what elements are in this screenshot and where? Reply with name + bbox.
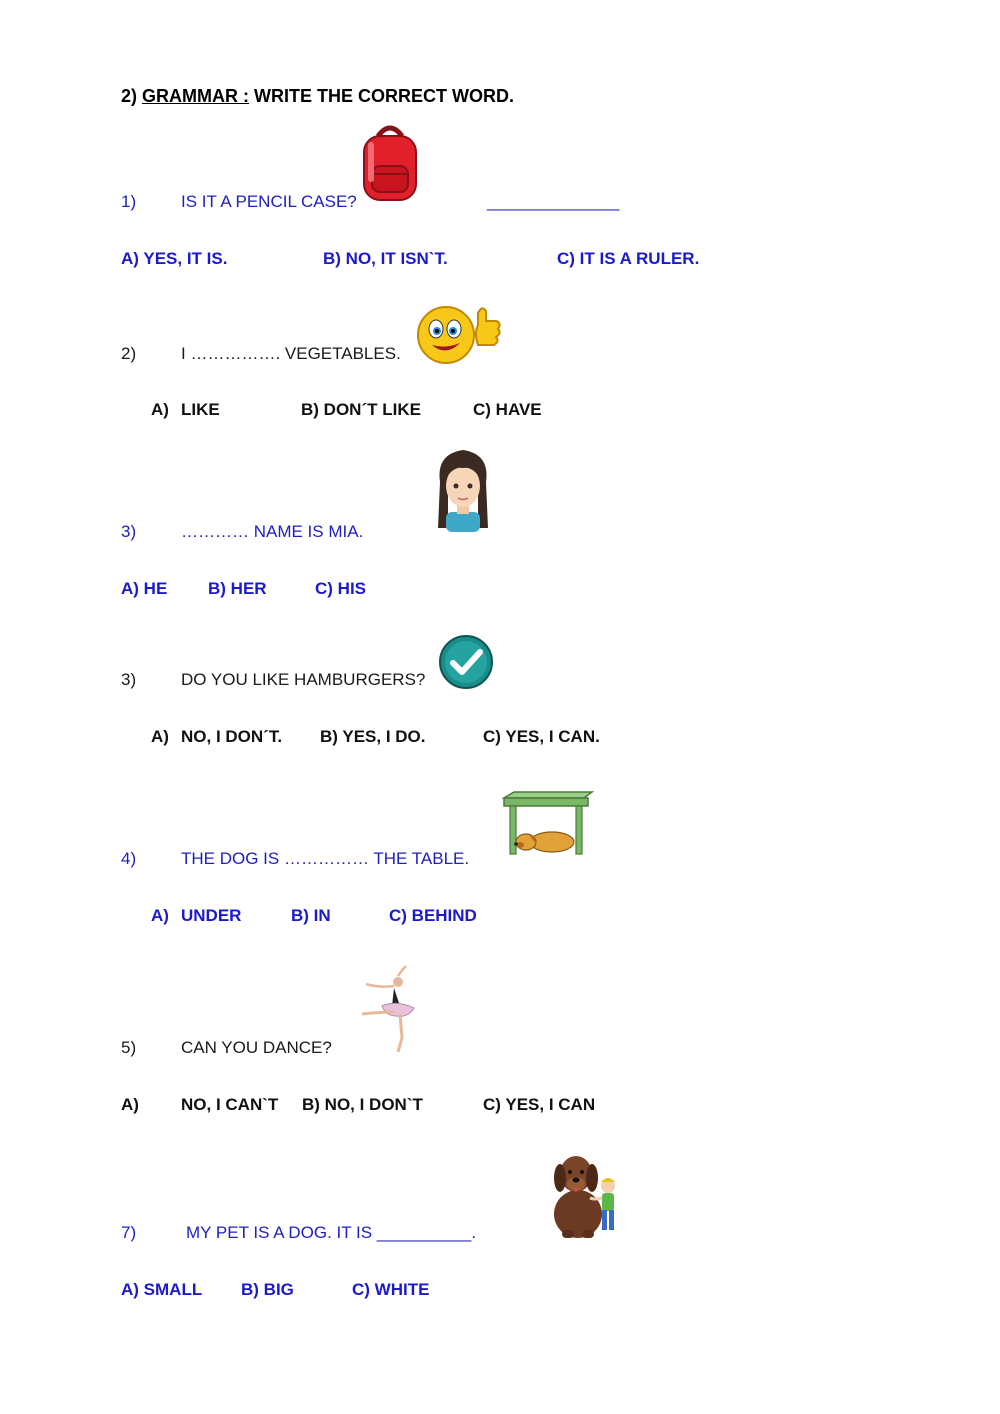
girl-icon	[432, 446, 494, 532]
option-a[interactable]: A) YES, IT IS.	[121, 249, 228, 268]
option-b[interactable]: B) HER	[208, 579, 267, 598]
question-number: 3)	[121, 670, 137, 689]
option-b[interactable]: B) IN	[291, 906, 331, 925]
question-text: THE DOG IS …………… THE TABLE.	[181, 849, 470, 868]
question-text: IS IT A PENCIL CASE?	[181, 192, 357, 211]
question-1	[121, 192, 721, 216]
option-a-letter: A)	[151, 400, 169, 419]
option-c[interactable]: C) HIS	[315, 579, 366, 598]
question-6	[121, 1038, 521, 1062]
option-b[interactable]: B) NO, I DON`T	[302, 1095, 423, 1114]
dog-under-table-icon	[502, 790, 594, 858]
option-b[interactable]: B) YES, I DO.	[320, 727, 426, 746]
question-7	[121, 1223, 541, 1247]
question-number: 7)	[121, 1223, 137, 1242]
big-dog-with-child-icon	[544, 1152, 626, 1240]
option-b[interactable]: B) BIG	[241, 1280, 294, 1299]
title-grammar: GRAMMAR :	[142, 86, 250, 106]
option-c[interactable]: C) YES, I CAN	[483, 1095, 596, 1114]
title-instruction: WRITE THE CORRECT WORD.	[254, 86, 515, 106]
option-b[interactable]: B) NO, IT ISN`T.	[323, 249, 448, 268]
question-number: 2)	[121, 344, 137, 363]
option-c[interactable]: C) WHITE	[352, 1280, 430, 1299]
option-b[interactable]: B) DON´T LIKE	[301, 400, 421, 419]
question-text: MY PET IS A DOG. IT IS __________.	[186, 1223, 477, 1242]
question-text: I ……………. VEGETABLES.	[181, 344, 401, 363]
option-c[interactable]: C) BEHIND	[389, 906, 477, 925]
option-c[interactable]: C) YES, I CAN.	[483, 727, 600, 746]
option-a[interactable]: A) HE	[121, 579, 168, 598]
question-number: 3)	[121, 522, 137, 541]
question-number: 4)	[121, 849, 137, 868]
question-4	[121, 670, 521, 694]
option-a[interactable]: NO, I DON´T.	[181, 727, 283, 746]
question-number: 1)	[121, 192, 137, 211]
title-number: 2)	[121, 86, 138, 106]
option-c[interactable]: C) HAVE	[473, 400, 542, 419]
option-a[interactable]: UNDER	[181, 906, 242, 925]
question-5	[121, 849, 541, 873]
question-text: CAN YOU DANCE?	[181, 1038, 332, 1057]
worksheet-title	[121, 86, 514, 107]
option-a[interactable]: A) SMALL	[121, 1280, 203, 1299]
option-a[interactable]: NO, I CAN`T	[181, 1095, 279, 1114]
question-text: DO YOU LIKE HAMBURGERS?	[181, 670, 426, 689]
option-c[interactable]: C) IT IS A RULER.	[557, 249, 700, 268]
option-a-letter: A)	[121, 1095, 139, 1114]
question-3	[121, 522, 521, 546]
question-number: 5)	[121, 1038, 137, 1057]
question-2	[121, 344, 521, 368]
option-a-letter: A)	[151, 727, 169, 746]
answer-blank: ______________	[487, 192, 620, 211]
question-text: ………… NAME IS MIA.	[181, 522, 364, 541]
option-a-letter: A)	[151, 906, 169, 925]
option-a[interactable]: LIKE	[181, 400, 220, 419]
